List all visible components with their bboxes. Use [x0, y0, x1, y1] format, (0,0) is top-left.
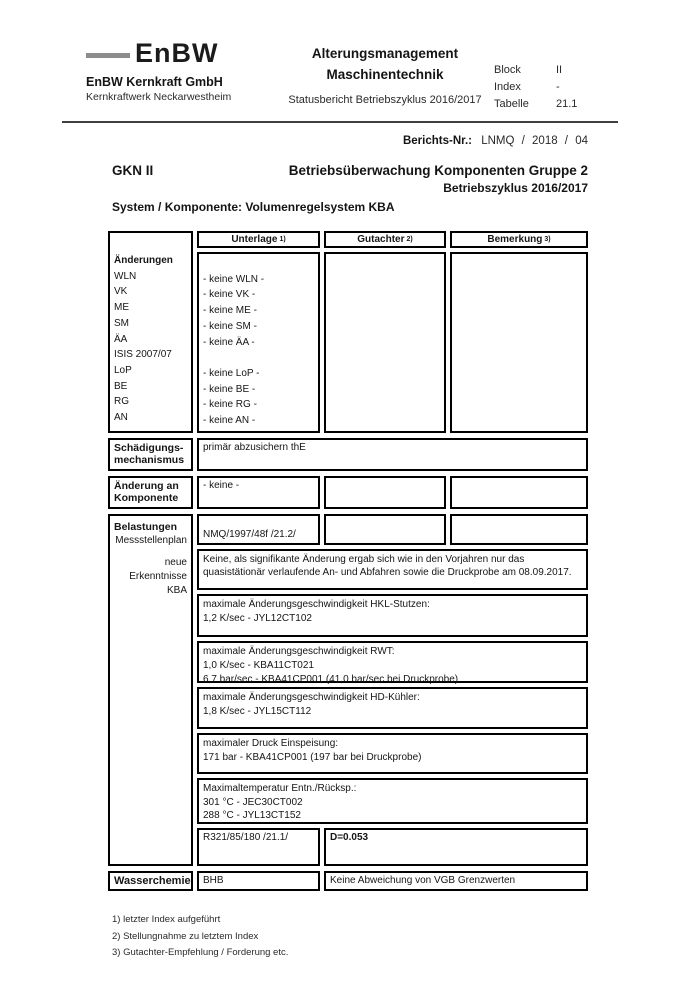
change-code: AN	[114, 412, 128, 424]
change-code: ME	[114, 302, 129, 314]
belastungen-label-cell	[108, 514, 193, 867]
main-title: Betriebsüberwachung Komponenten Gruppe 2	[288, 163, 588, 178]
title-row	[112, 163, 588, 178]
aenderungen-content-row	[197, 252, 588, 433]
schaedigung-label-cell	[108, 438, 193, 471]
change-code: SM	[114, 317, 129, 329]
section-label-line1: Änderung an	[114, 479, 179, 492]
meta-value-tabelle: 21.1	[556, 98, 578, 110]
column-header-label: Bemerkung	[487, 234, 543, 245]
gutachter-cell-empty	[324, 514, 446, 545]
change-value: - keine LoP -	[203, 367, 260, 379]
logo-dash-icon	[86, 53, 130, 58]
site-name: Kernkraftwerk Neckarwestheim	[86, 91, 232, 103]
change-value: - keine VK -	[203, 289, 256, 301]
section-aenderung-komponente	[108, 476, 588, 509]
section-belastungen	[108, 514, 588, 867]
belastungen-content-column	[197, 514, 588, 867]
hd-kuehler-box	[197, 687, 588, 729]
meta-row-index	[494, 79, 700, 96]
aenderungen-right-area	[197, 231, 588, 433]
meta-value-index: -	[556, 81, 560, 93]
change-value: - keine AN -	[203, 415, 256, 426]
footnote-marker: 1)	[279, 236, 286, 243]
status-table	[108, 231, 588, 891]
section-schaedigungsmechanismus	[108, 438, 588, 471]
box-value: 1,2 K/sec - JYL12CT102	[203, 613, 312, 625]
page-header	[0, 0, 700, 113]
column-header-unterlage	[197, 231, 320, 248]
box-value: 171 bar - KBA41CP001 (197 bar bei Druckprobe)	[203, 751, 422, 763]
system-component-line: System / Komponente: Volumenregelsystem KBA	[112, 200, 395, 214]
section-label: Belastungen	[114, 520, 178, 533]
sublabel-erkenntnisse-line1: neue Erkenntnisse	[129, 556, 187, 582]
section-label: Änderungen	[114, 255, 173, 266]
schaedigung-value-cell: primär abzusichern thE	[197, 438, 588, 471]
report-title-line2: Maschinentechnik	[326, 66, 444, 82]
bemerkung-cell-empty	[450, 476, 588, 509]
footnote-2: 2) Stellungnahme zu letztem Index	[112, 930, 259, 942]
plant-code: GKN II	[112, 163, 154, 178]
change-code: BE	[114, 380, 128, 392]
maximaltemperatur-box	[197, 778, 588, 824]
report-subtitle: Statusbericht Betriebszyklus 2016/2017	[288, 93, 482, 106]
change-code: RG	[114, 396, 129, 408]
erkenntnisse-text-cell: Keine, als signifikante Änderung ergab sich wie in den Vorjahren nur das quasistätionär verlaufende An- und Abfahren sowie die Druckprobe am 08.09.2017.	[197, 549, 588, 591]
column-header-label: Unterlage	[231, 234, 278, 245]
sublabel-erkenntnisse-line2: KBA	[166, 584, 187, 596]
report-title-line1: Alterungsmanagement	[311, 46, 459, 61]
header-meta-block	[494, 38, 700, 113]
section-label-line1: Schädigungs-	[114, 441, 184, 454]
hkl-stutzen-box	[197, 594, 588, 637]
change-value: - keine BE -	[203, 383, 256, 395]
box-title: maximale Änderungsgeschwindigkeit HKL-Stutzen:	[203, 599, 430, 611]
section-aenderungen	[108, 231, 588, 433]
sublabel-messstellenplan: Messstellenplan	[115, 534, 187, 546]
report-number-line	[0, 135, 588, 147]
box-value: 301 °C - JEC30CT002	[203, 796, 303, 808]
d-value-cell: D=0.053	[324, 828, 588, 866]
meta-value-block: II	[556, 64, 563, 76]
footnote-1: 1) letzter Index aufgeführt	[112, 914, 221, 926]
box-value: 1,0 K/sec - KBA11CT021	[203, 659, 314, 671]
gutachter-cell-empty	[324, 476, 446, 509]
footnote-marker: 3)	[544, 236, 551, 243]
footnote-3: 3) Gutachter-Empfehlung / Forderung etc.	[112, 947, 289, 959]
company-name: EnBW Kernkraft GmbH	[86, 75, 223, 89]
blank-line	[203, 256, 314, 272]
box-title: maximale Änderungsgeschwindigkeit HD-Kühler:	[203, 691, 420, 703]
section-wasserchemie	[108, 871, 588, 891]
document-title-block	[112, 163, 588, 214]
section-label-line2: mechanismus	[114, 454, 185, 467]
table-header-row	[197, 231, 588, 248]
column-header-label: Gutachter	[357, 234, 405, 245]
reference-row	[197, 828, 588, 866]
change-value	[203, 350, 314, 366]
logo-wordmark: EnBW	[135, 37, 219, 68]
section-label-line2: Komponente	[114, 492, 179, 505]
messstellenplan-row	[197, 514, 588, 545]
messstellenplan-value-cell	[197, 514, 320, 545]
change-code: LoP	[114, 364, 132, 376]
aenderung-komponente-label-cell	[108, 476, 193, 509]
change-value: - keine ME -	[203, 305, 257, 317]
bemerkung-cell-empty	[450, 252, 588, 433]
footnotes-block	[112, 912, 700, 962]
unterlage-cell	[197, 252, 320, 433]
cycle-subtitle: Betriebszyklus 2016/2017	[443, 181, 588, 195]
report-number-label: Berichts-Nr.:	[402, 135, 473, 147]
change-value: - keine RG -	[203, 399, 257, 411]
box-title: maximale Änderungsgeschwindigkeit RWT:	[203, 646, 395, 658]
footnote-marker: 2)	[406, 236, 413, 243]
wasserchemie-label-cell: Wasserchemie	[108, 871, 193, 891]
gutachter-cell-empty	[324, 252, 446, 433]
change-value: - keine WLN -	[203, 273, 265, 285]
box-value: 1,8 K/sec - JYL15CT112	[203, 705, 312, 717]
meta-label-index: Index	[494, 81, 521, 93]
aenderung-komponente-value-cell: - keine -	[197, 476, 320, 509]
wasserchemie-result-cell: Keine Abweichung von VGB Grenzwerten	[324, 871, 588, 891]
change-code: VK	[114, 286, 128, 298]
box-value: 288 °C - JYL13CT152	[203, 810, 301, 822]
box-title: Maximaltemperatur Entn./Rücksp.:	[203, 783, 357, 795]
header-divider	[62, 121, 618, 123]
column-header-bemerkung	[450, 231, 588, 248]
report-title-block	[276, 38, 494, 113]
change-code: ISIS 2007/07	[114, 349, 172, 361]
druck-einspeisung-box	[197, 733, 588, 775]
box-title: maximaler Druck Einspeisung:	[203, 737, 339, 749]
messstellenplan-value: NMQ/1997/48f /21.2/	[203, 528, 296, 540]
meta-row-tabelle	[494, 96, 700, 113]
bemerkung-cell-empty	[450, 514, 588, 545]
box-value: 6,7 bar/sec - KBA41CP001 (41,0 bar/sec bei Druckprobe)	[203, 673, 459, 685]
change-code: WLN	[114, 270, 137, 282]
rwt-box	[197, 641, 588, 683]
change-code: ÄA	[114, 333, 128, 345]
reference-cell: R321/85/180 /21.1/	[197, 828, 320, 866]
meta-row-block	[494, 62, 700, 79]
change-value: - keine ÄA -	[203, 336, 255, 348]
report-number-value: LNMQ / 2018 / 04	[481, 135, 588, 147]
column-header-gutachter	[324, 231, 446, 248]
meta-label-tabelle: Tabelle	[494, 98, 529, 110]
meta-label-block: Block	[494, 64, 521, 76]
enbw-logo	[86, 38, 276, 68]
aenderungen-label-column	[108, 231, 193, 433]
wasserchemie-bhb-cell: BHB	[197, 871, 320, 891]
change-value: - keine SM -	[203, 320, 257, 332]
company-logo-block	[86, 38, 276, 113]
